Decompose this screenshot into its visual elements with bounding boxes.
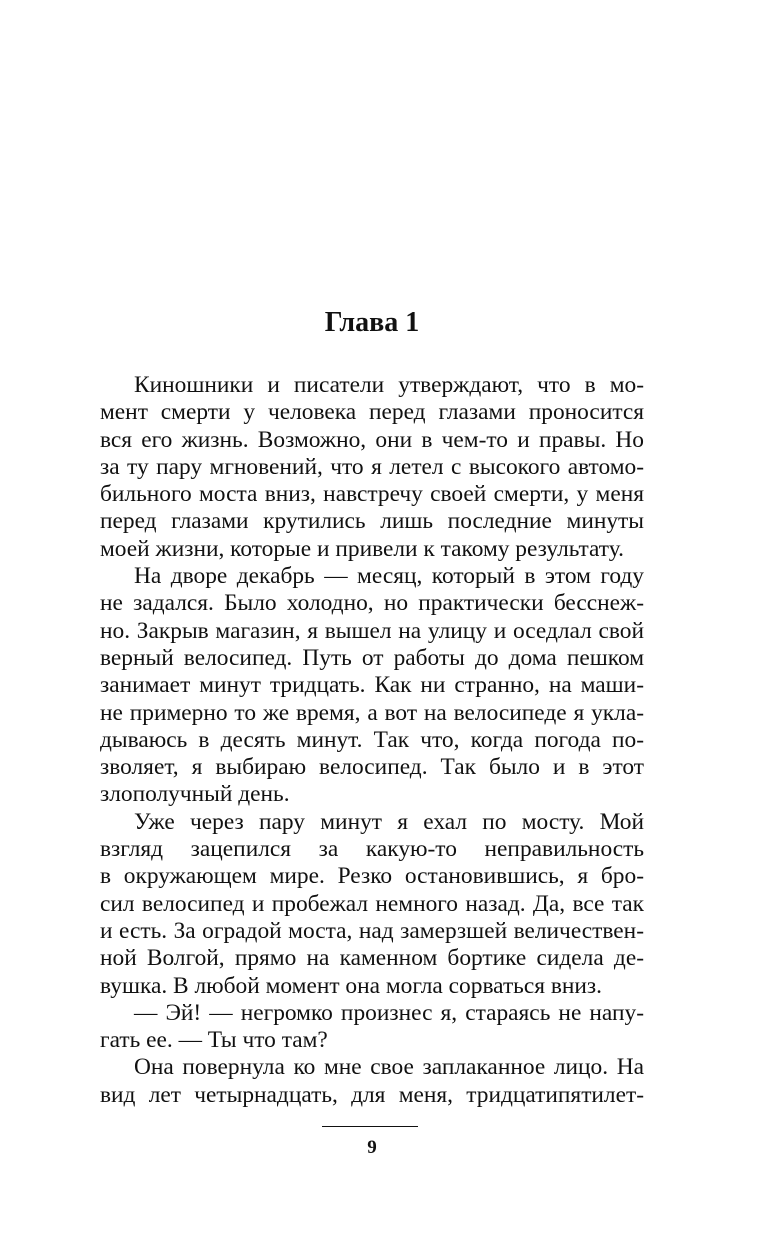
text-line: зволяет, я выбираю велосипед. Так было и в этот (100, 754, 644, 781)
text-line: Она повернула ко мне свое заплаканное лицо. На (134, 1054, 644, 1081)
text-line: вид лет четырнадцать, для меня, тридцатипятилет- (100, 1081, 644, 1108)
text-line: вушка. В любой момент она могла сорваться вниз. (100, 972, 602, 999)
text-line: и есть. За оградой моста, над замерзшей величествен- (100, 917, 644, 944)
paragraph (100, 809, 644, 1000)
text-line: но. Закрыв магазин, я вышел на улицу и оседлал свой (100, 617, 644, 644)
text-line: — Эй! — негромко произнес я, стараясь не напу- (134, 999, 644, 1026)
text-line: взгляд зацепился за какую-то неправильность (100, 836, 644, 863)
text-line: моей жизни, которые и привели к такому результату. (100, 535, 624, 562)
text-line: злополучный день. (100, 781, 290, 808)
book-page (100, 0, 644, 1240)
text-line: Киношники и писатели утверждают, что в мо- (134, 372, 644, 398)
text-line: Уже через пару минут я ехал по мосту. Мой (134, 808, 644, 835)
text-line: гать ее. — Ты что там? (100, 1027, 328, 1054)
chapter-body (100, 372, 644, 1109)
text-line: дываюсь в десять минут. Так что, когда погода по- (100, 726, 644, 753)
text-line: занимает минут тридцать. Как ни странно, на маши- (100, 672, 644, 699)
text-line: не примерно то же время, а вот на велосипеде я укла- (100, 699, 644, 726)
paragraph (100, 372, 644, 563)
text-line: за ту пару мгновений, что я летел с высокого автомо- (100, 453, 644, 480)
text-line: вся его жизнь. Возможно, они в чем-то и правы. Но (100, 426, 644, 453)
paragraph (100, 1054, 644, 1109)
text-line: в окружающем мире. Резко остановившись, я бро- (100, 863, 644, 890)
text-line: ной Волгой, прямо на каменном бортике сидела де- (100, 945, 644, 972)
text-line: сил велосипед и пробежал немного назад. Да, все так (100, 890, 644, 917)
chapter-title: Глава 1 (324, 307, 420, 338)
text-line: перед глазами крутились лишь последние минуты (100, 508, 644, 535)
footer-rule (322, 1126, 418, 1127)
text-line: верный велосипед. Путь от работы до дома пешком (100, 644, 644, 671)
page-number: 9 (367, 1137, 377, 1158)
text-line: мент смерти у человека перед глазами проносится (100, 399, 644, 426)
text-line: не задался. Было холодно, но практически бесснеж- (100, 590, 644, 617)
text-line: На дворе декабрь — месяц, который в этом году (134, 563, 644, 590)
paragraph (100, 563, 644, 809)
paragraph (100, 1000, 644, 1055)
text-line: бильного моста вниз, навстречу своей смерти, у меня (100, 481, 644, 508)
